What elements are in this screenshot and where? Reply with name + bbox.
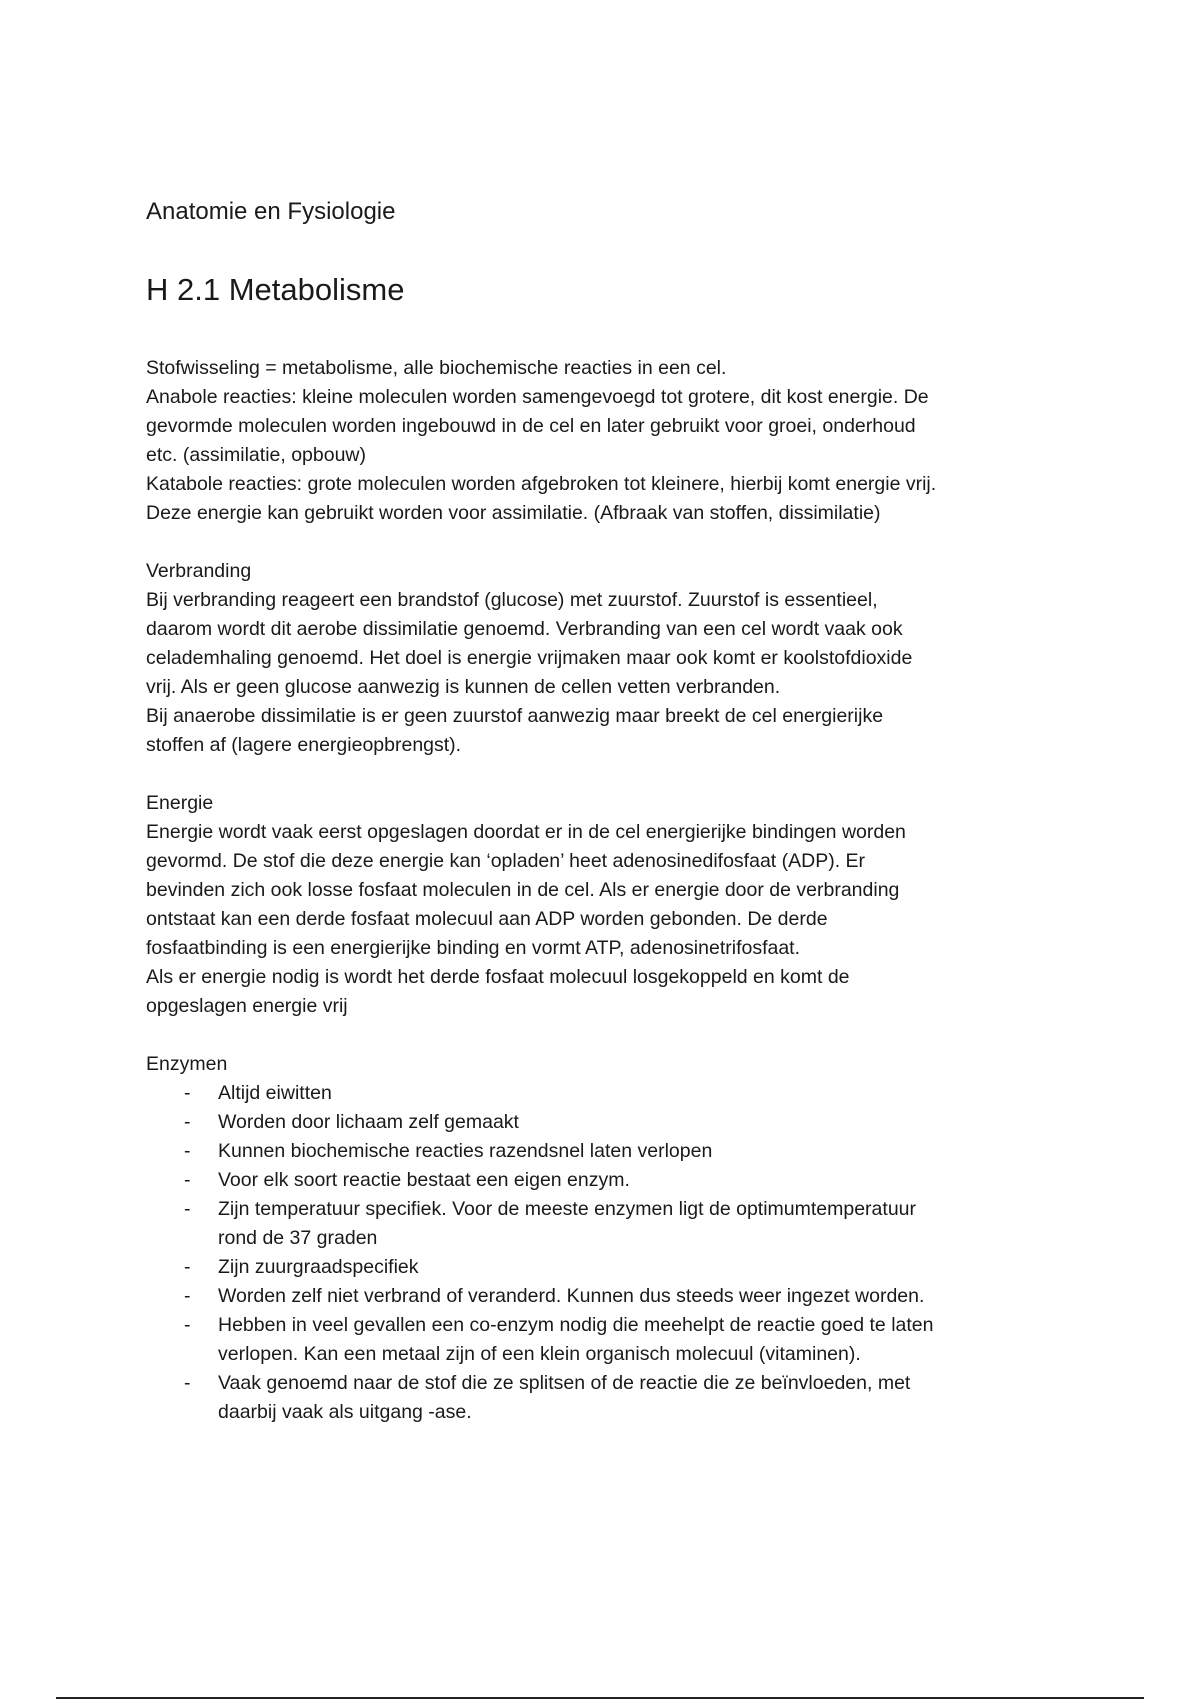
- bullet-dash: -: [184, 1169, 191, 1191]
- bullet-dash: -: [184, 1256, 191, 1278]
- list-item: [146, 1108, 1066, 1137]
- footer-divider: [56, 1697, 1144, 1699]
- text-line: fosfaatbinding is een energierijke binding en vormt ATP, adenosinetrifosfaat.: [146, 937, 801, 959]
- text-line: Zijn temperatuur specifiek. Voor de meeste enzymen ligt de optimumtemperatuur: [218, 1198, 917, 1220]
- text-line: bevinden zich ook losse fosfaat moleculen in de cel. Als er energie door de verbranding: [146, 879, 900, 901]
- list-item: [146, 1369, 1066, 1427]
- text-line: opgeslagen energie vrij: [146, 995, 348, 1017]
- bullet-dash: -: [184, 1082, 191, 1104]
- bullet-dash: -: [184, 1285, 191, 1307]
- text-line: Deze energie kan gebruikt worden voor assimilatie. (Afbraak van stoffen, dissimilatie): [146, 502, 881, 524]
- section-title: Energie: [146, 792, 214, 814]
- list-item: [146, 1195, 1066, 1253]
- text-line: gevormde moleculen worden ingebouwd in de cel en later gebruikt voor groei, onderhoud: [146, 415, 916, 437]
- chapter-heading: H 2.1 Metabolisme: [146, 272, 405, 307]
- text-line: Katabole reacties: grote moleculen worden afgebroken tot kleinere, hierbij komt energie vrij.: [146, 473, 937, 495]
- bullet-dash: -: [184, 1314, 191, 1336]
- list-item: [146, 1166, 1066, 1195]
- text-line: Voor elk soort reactie bestaat een eigen enzym.: [218, 1169, 630, 1191]
- text-line: Vaak genoemd naar de stof die ze splitsen of de reactie die ze beïnvloeden, met: [218, 1372, 911, 1394]
- bullet-dash: -: [184, 1140, 191, 1162]
- text-line: celademhaling genoemd. Het doel is energie vrijmaken maar ook komt er koolstofdioxide: [146, 647, 913, 669]
- text-line: ontstaat kan een derde fosfaat molecuul aan ADP worden gebonden. De derde: [146, 908, 828, 930]
- list-item: [146, 1253, 1066, 1282]
- text-line: Zijn zuurgraadspecifiek: [218, 1256, 419, 1278]
- bullet-dash: -: [184, 1198, 191, 1220]
- document-page: [146, 196, 1066, 1427]
- text-line: Worden zelf niet verbrand of veranderd. Kunnen dus steeds weer ingezet worden.: [218, 1285, 925, 1307]
- text-line: etc. (assimilatie, opbouw): [146, 444, 367, 466]
- text-line: Worden door lichaam zelf gemaakt: [218, 1111, 519, 1133]
- text-line: Energie wordt vaak eerst opgeslagen doordat er in de cel energierijke bindingen worden: [146, 821, 906, 843]
- document-title: Anatomie en Fysiologie: [146, 198, 396, 225]
- bullet-dash: -: [184, 1111, 191, 1133]
- section-title: Enzymen: [146, 1053, 228, 1075]
- text-line: Hebben in veel gevallen een co-enzym nodig die meehelpt de reactie goed te laten: [218, 1314, 934, 1336]
- text-line: vrij. Als er geen glucose aanwezig is kunnen de cellen vetten verbranden.: [146, 676, 781, 698]
- text-line: Bij anaerobe dissimilatie is er geen zuurstof aanwezig maar breekt de cel energierijke: [146, 705, 884, 727]
- text-line: Stofwisseling = metabolisme, alle biochemische reacties in een cel.: [146, 357, 727, 379]
- text-line: verlopen. Kan een metaal zijn of een klein organisch molecuul (vitaminen).: [218, 1343, 861, 1365]
- text-line: Bij verbranding reageert een brandstof (glucose) met zuurstof. Zuurstof is essentieel,: [146, 589, 878, 611]
- text-line: rond de 37 graden: [218, 1227, 378, 1249]
- intro-paragraph: [146, 354, 1066, 528]
- section-energie: [146, 789, 1066, 1021]
- list-item: [146, 1079, 1066, 1108]
- section-enzymen: [146, 1050, 1066, 1427]
- list-item: [146, 1311, 1066, 1369]
- text-line: Altijd eiwitten: [218, 1082, 332, 1104]
- text-line: daarom wordt dit aerobe dissimilatie genoemd. Verbranding van een cel wordt vaak ook: [146, 618, 903, 640]
- section-verbranding: [146, 557, 1066, 760]
- text-line: daarbij vaak als uitgang -ase.: [218, 1401, 472, 1423]
- text-line: Kunnen biochemische reacties razendsnel laten verlopen: [218, 1140, 713, 1162]
- text-line: Anabole reacties: kleine moleculen worden samengevoegd tot grotere, dit kost energie. De: [146, 386, 929, 408]
- text-line: Als er energie nodig is wordt het derde fosfaat molecuul losgekoppeld en komt de: [146, 966, 850, 988]
- section-title: Verbranding: [146, 560, 252, 582]
- text-line: stoffen af (lagere energieopbrengst).: [146, 734, 462, 756]
- bullet-dash: -: [184, 1372, 191, 1394]
- list-item: [146, 1137, 1066, 1166]
- text-line: gevormd. De stof die deze energie kan ‘opladen’ heet adenosinedifosfaat (ADP). Er: [146, 850, 866, 872]
- enzymen-list: [146, 1079, 1066, 1427]
- list-item: [146, 1282, 1066, 1311]
